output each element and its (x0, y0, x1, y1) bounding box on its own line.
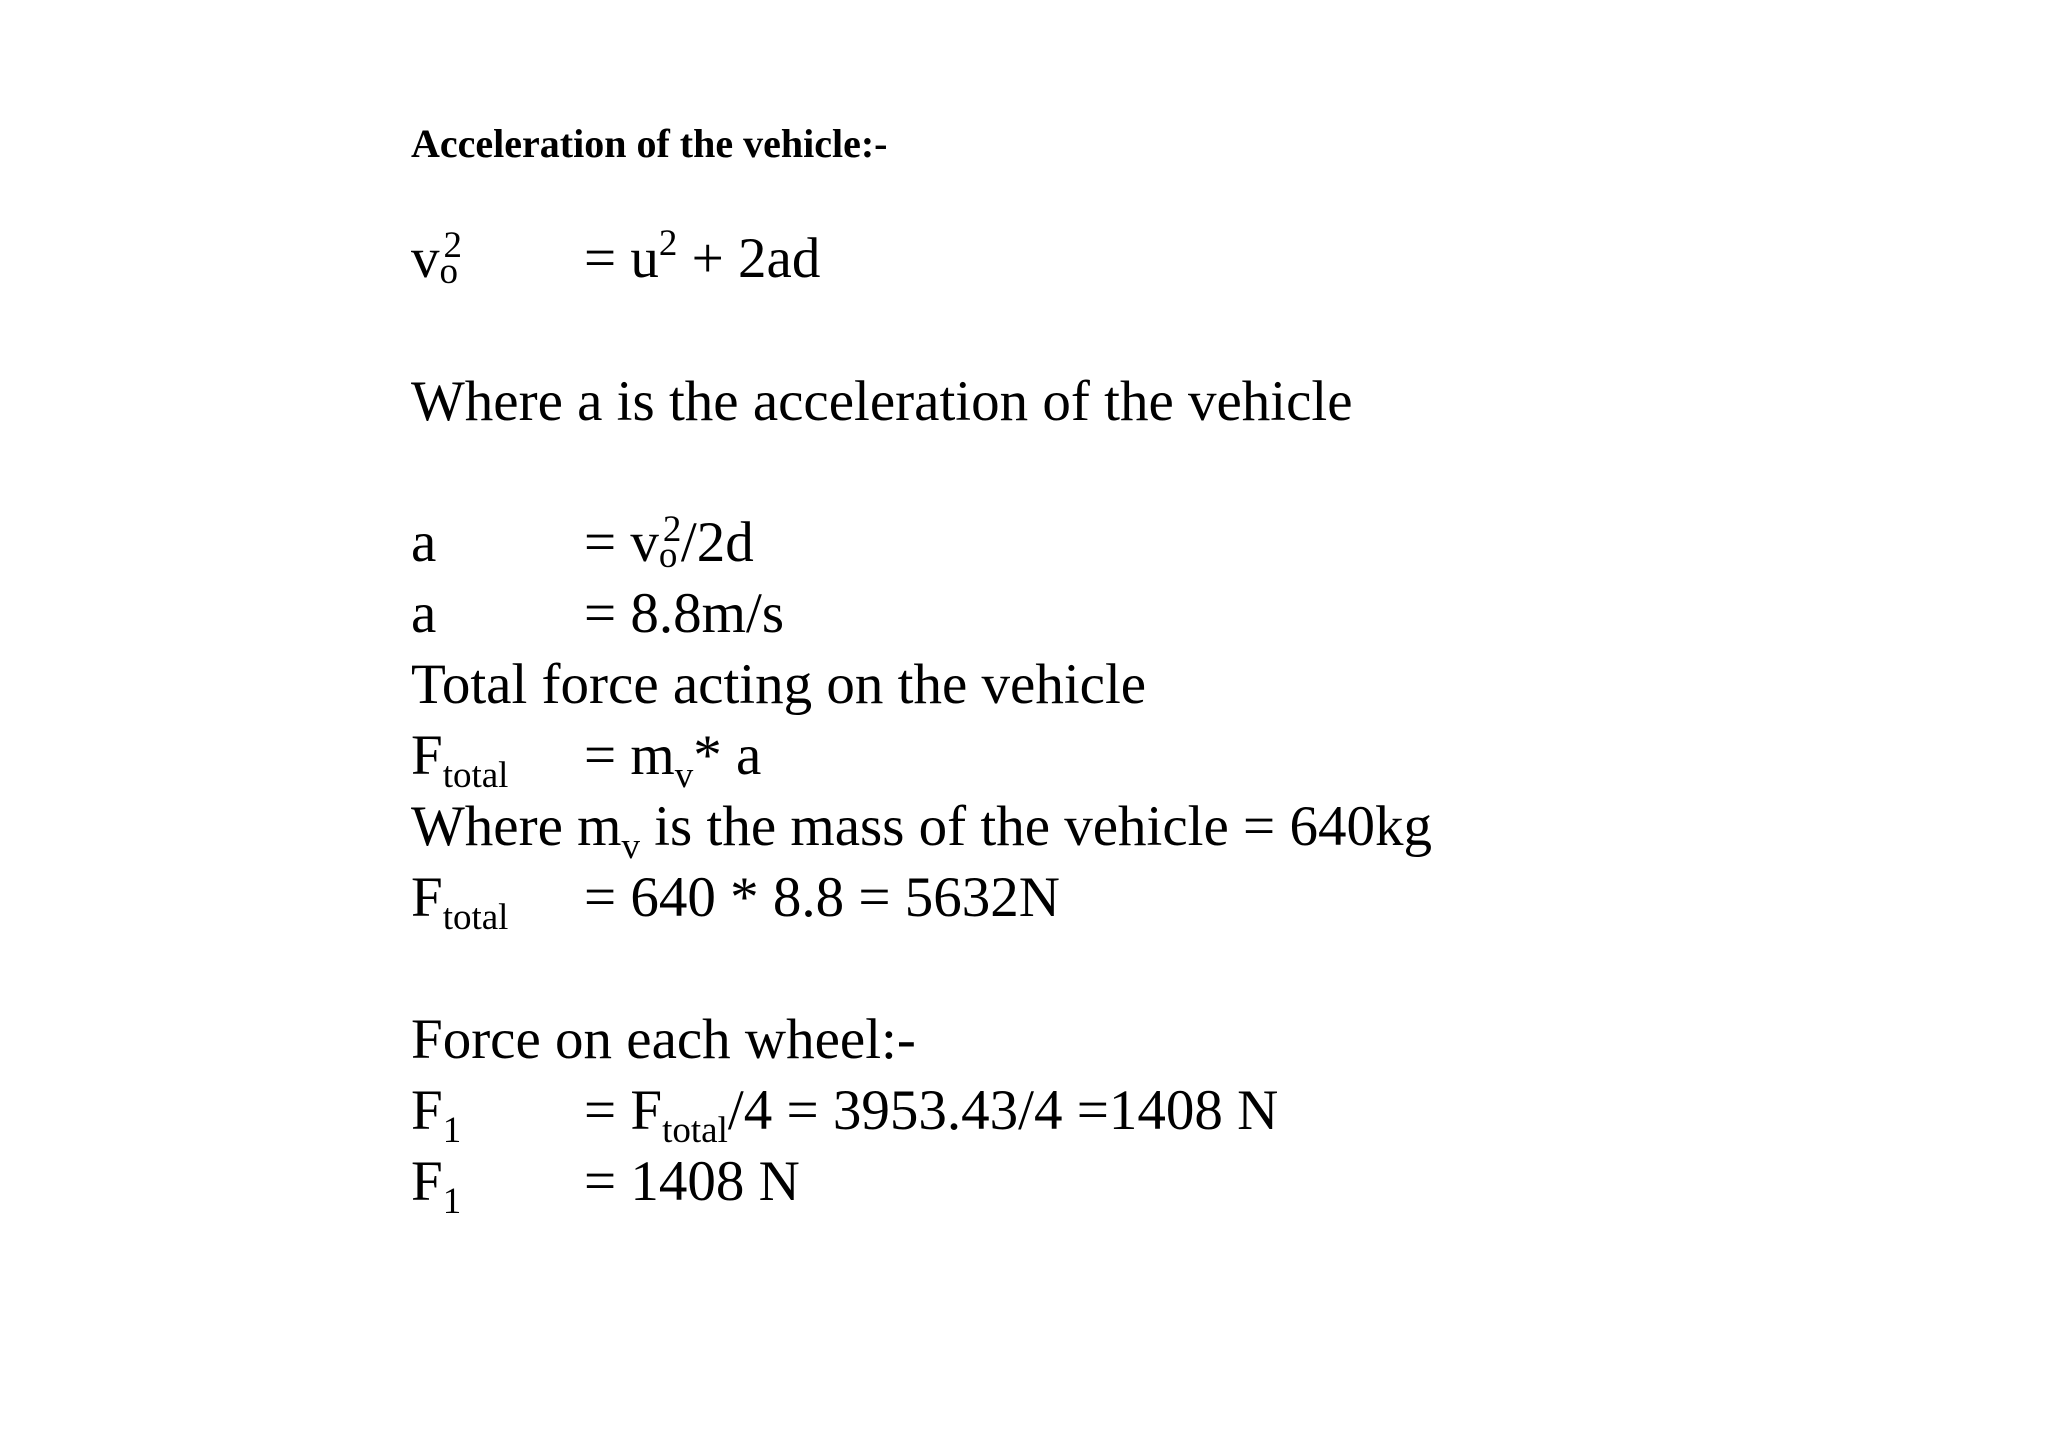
eq5-lhs-base: F (411, 866, 443, 929)
eq1-lhs (411, 226, 462, 292)
eq3-lhs: a (411, 582, 437, 645)
eq4-rhs (584, 723, 761, 796)
eq1-rhs-a: = u (584, 227, 659, 290)
eq6-rhs-sub: total (662, 1110, 728, 1151)
eq2-rhs-a: = v (584, 511, 659, 574)
force-each-label: Force on each wheel:- (411, 1008, 916, 1071)
eq6-lhs-sub: 1 (442, 1110, 462, 1151)
eq2-rhs-script (658, 509, 682, 576)
eq6-rhs-b: /4 = 3953.43/4 =1408 N (727, 1079, 1279, 1142)
where-mv-text (411, 794, 1432, 867)
where-mv-b: is the mass of the vehicle = 640kg (639, 795, 1432, 858)
eq1-rhs (584, 223, 821, 299)
eq4-lhs-sub: total (442, 755, 509, 796)
eq7-rhs: = 1408 N (584, 1150, 800, 1213)
eq1-lhs-sub: o (439, 251, 458, 292)
section-heading: Acceleration of the vehicle:- (411, 121, 888, 166)
eq2-rhs-sub: o (658, 535, 678, 576)
eq6-lhs (411, 1078, 461, 1151)
eq2-rhs-b: /2d (680, 511, 754, 574)
eq7-lhs-sub: 1 (442, 1181, 462, 1222)
total-force-label: Total force acting on the vehicle (411, 653, 1147, 716)
eq4-rhs-b: * a (693, 724, 762, 787)
eq2-lhs: a (411, 511, 437, 574)
eq1-lhs-sup: 2 (443, 225, 462, 266)
eq5-lhs-sub: total (442, 897, 509, 938)
eq4-rhs-a: = m (584, 724, 675, 787)
eq6-rhs (584, 1078, 1278, 1151)
eq4-lhs-base: F (411, 724, 443, 787)
eq5-lhs (411, 865, 508, 938)
eq1-rhs-b: + 2ad (677, 227, 821, 290)
eq2-rhs (584, 510, 754, 576)
eq4-lhs (411, 723, 508, 796)
eq1-lhs-script (439, 225, 462, 292)
eq4-rhs-sub: v (674, 755, 694, 796)
eq1-rhs-sup: 2 (658, 223, 678, 264)
eq3-rhs: = 8.8m/s (584, 582, 785, 645)
eq7-lhs (411, 1149, 461, 1222)
eq5-rhs: = 640 * 8.8 = 5632N (584, 866, 1060, 929)
eq6-rhs-a: = F (584, 1079, 663, 1142)
where-mv-a: Where m (411, 795, 622, 858)
eq2-rhs-sup: 2 (662, 509, 682, 550)
eq1-lhs-base: v (411, 227, 440, 290)
where-mv-sub: v (621, 826, 640, 867)
eq7-lhs-base: F (411, 1150, 443, 1213)
where-a-text: Where a is the acceleration of the vehicle (411, 370, 1353, 433)
eq6-lhs-base: F (411, 1079, 443, 1142)
